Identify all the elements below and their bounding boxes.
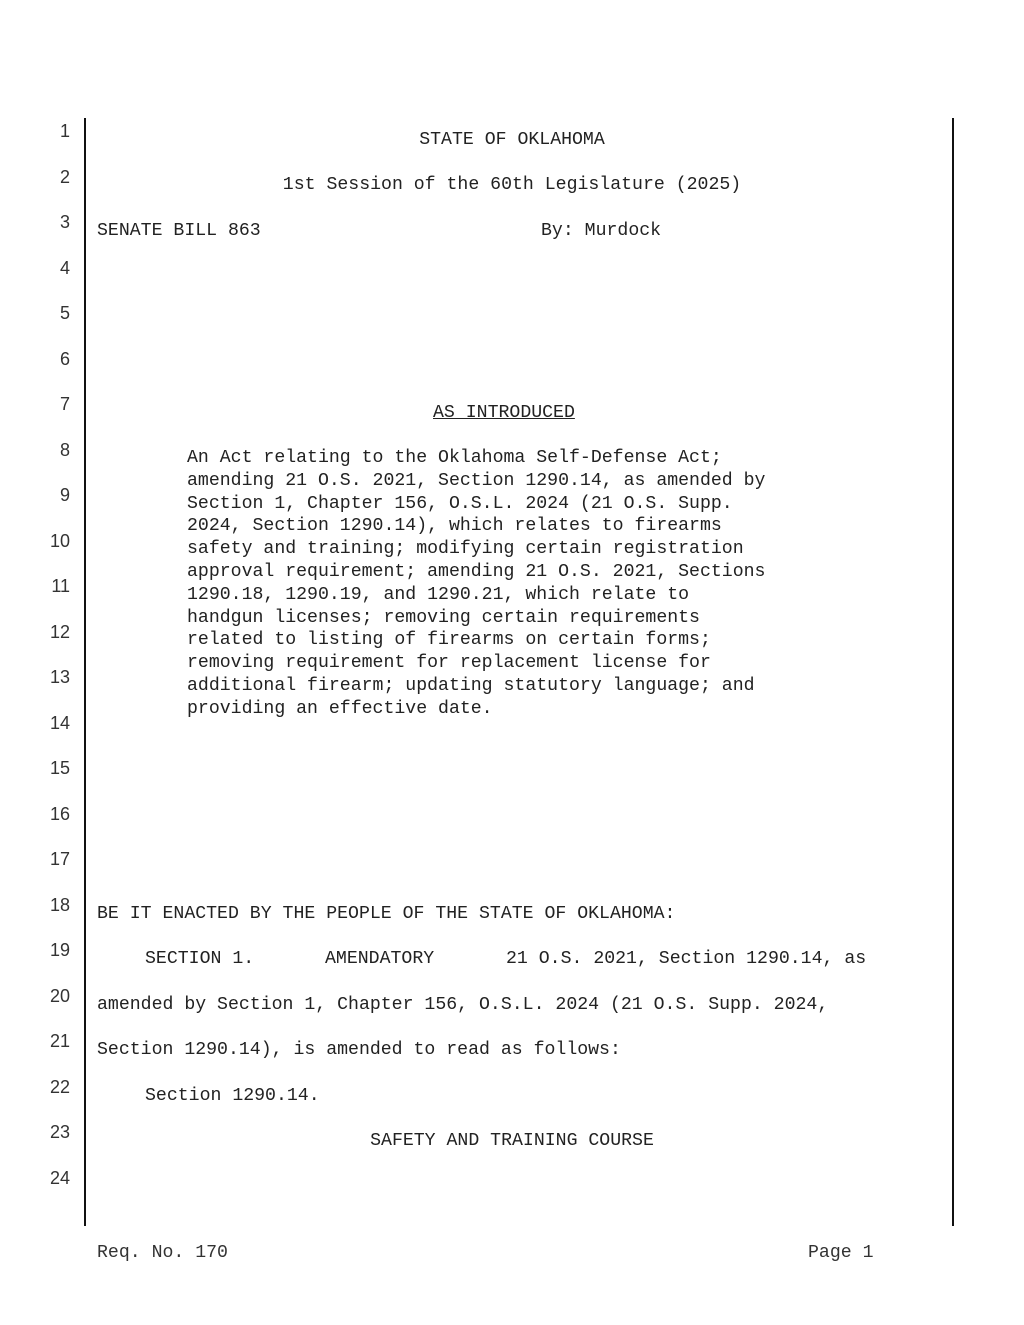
line-number: 6 [59, 349, 70, 369]
section-text-line: Section 1290.14), is amended to read as follows: [97, 1040, 621, 1060]
line-number: 14 [49, 713, 70, 733]
line-number: 2 [59, 167, 70, 187]
summary-line: amending 21 O.S. 2021, Section 1290.14, as amended by [187, 470, 766, 491]
line-number: 9 [59, 485, 70, 505]
line-number: 5 [59, 303, 70, 323]
summary-line: 1290.18, 1290.19, and 1290.21, which relate to [187, 584, 690, 605]
line-number: 24 [49, 1168, 70, 1188]
line-number: 18 [49, 895, 70, 915]
line-number: 16 [49, 804, 70, 824]
summary-line: providing an effective date. [187, 698, 493, 719]
enacting-clause: BE IT ENACTED BY THE PEOPLE OF THE STATE OF OKLAHOMA: [97, 904, 676, 924]
act-summary [187, 447, 867, 721]
bill-author: By: Murdock [541, 221, 662, 241]
summary-line: approval requirement; amending 21 O.S. 2021, Sections [187, 561, 766, 582]
line-number: 8 [59, 440, 70, 460]
page-number: Page 1 [808, 1243, 874, 1263]
summary-line: related to listing of firearms on certain forms; [187, 630, 711, 651]
line-number: 13 [49, 667, 70, 687]
section-label: SECTION 1. [145, 949, 255, 969]
line-number: 7 [59, 394, 70, 414]
line-number: 4 [59, 258, 70, 278]
line-number: 19 [49, 940, 70, 960]
line-number: 11 [51, 576, 70, 596]
state-heading: STATE OF OKLAHOMA [419, 130, 605, 150]
summary-line: safety and training; modifying certain registration [187, 539, 744, 560]
session-heading: 1st Session of the 60th Legislature (2025) [282, 175, 742, 195]
line-number: 17 [49, 849, 70, 869]
subsection-label: Section 1290.14. [145, 1086, 320, 1106]
line-number: 10 [49, 531, 70, 551]
section-citation: 21 O.S. 2021, Section 1290.14, as [506, 949, 867, 969]
line-number: 3 [59, 212, 70, 232]
summary-line: additional firearm; updating statutory language; and [187, 675, 755, 696]
subsection-heading: SAFETY AND TRAINING COURSE [370, 1131, 654, 1151]
request-number: Req. No. 170 [97, 1243, 228, 1263]
line-number: 15 [49, 758, 70, 778]
right-margin-rule [952, 118, 954, 1226]
line-number: 23 [49, 1122, 70, 1142]
left-margin-rule [84, 118, 86, 1226]
section-text-line: amended by Section 1, Chapter 156, O.S.L. 2024 (21 O.S. Supp. 2024, [97, 995, 829, 1015]
line-number: 12 [49, 622, 70, 642]
summary-line: 2024, Section 1290.14), which relates to firearms [187, 516, 722, 537]
summary-line: An Act relating to the Oklahoma Self-Defense Act; [187, 448, 722, 468]
line-number: 1 [59, 121, 70, 141]
summary-line: handgun licenses; removing certain requirements [187, 607, 700, 628]
section-type: AMENDATORY [325, 949, 435, 969]
bill-status: AS INTRODUCED [433, 403, 575, 423]
line-number: 21 [49, 1031, 70, 1051]
line-number: 22 [49, 1077, 70, 1097]
bill-number: SENATE BILL 863 [97, 221, 261, 241]
line-number: 20 [49, 986, 70, 1006]
summary-line: removing requirement for replacement license for [187, 653, 711, 674]
summary-line: Section 1, Chapter 156, O.S.L. 2024 (21 O.S. Supp. [187, 493, 733, 514]
